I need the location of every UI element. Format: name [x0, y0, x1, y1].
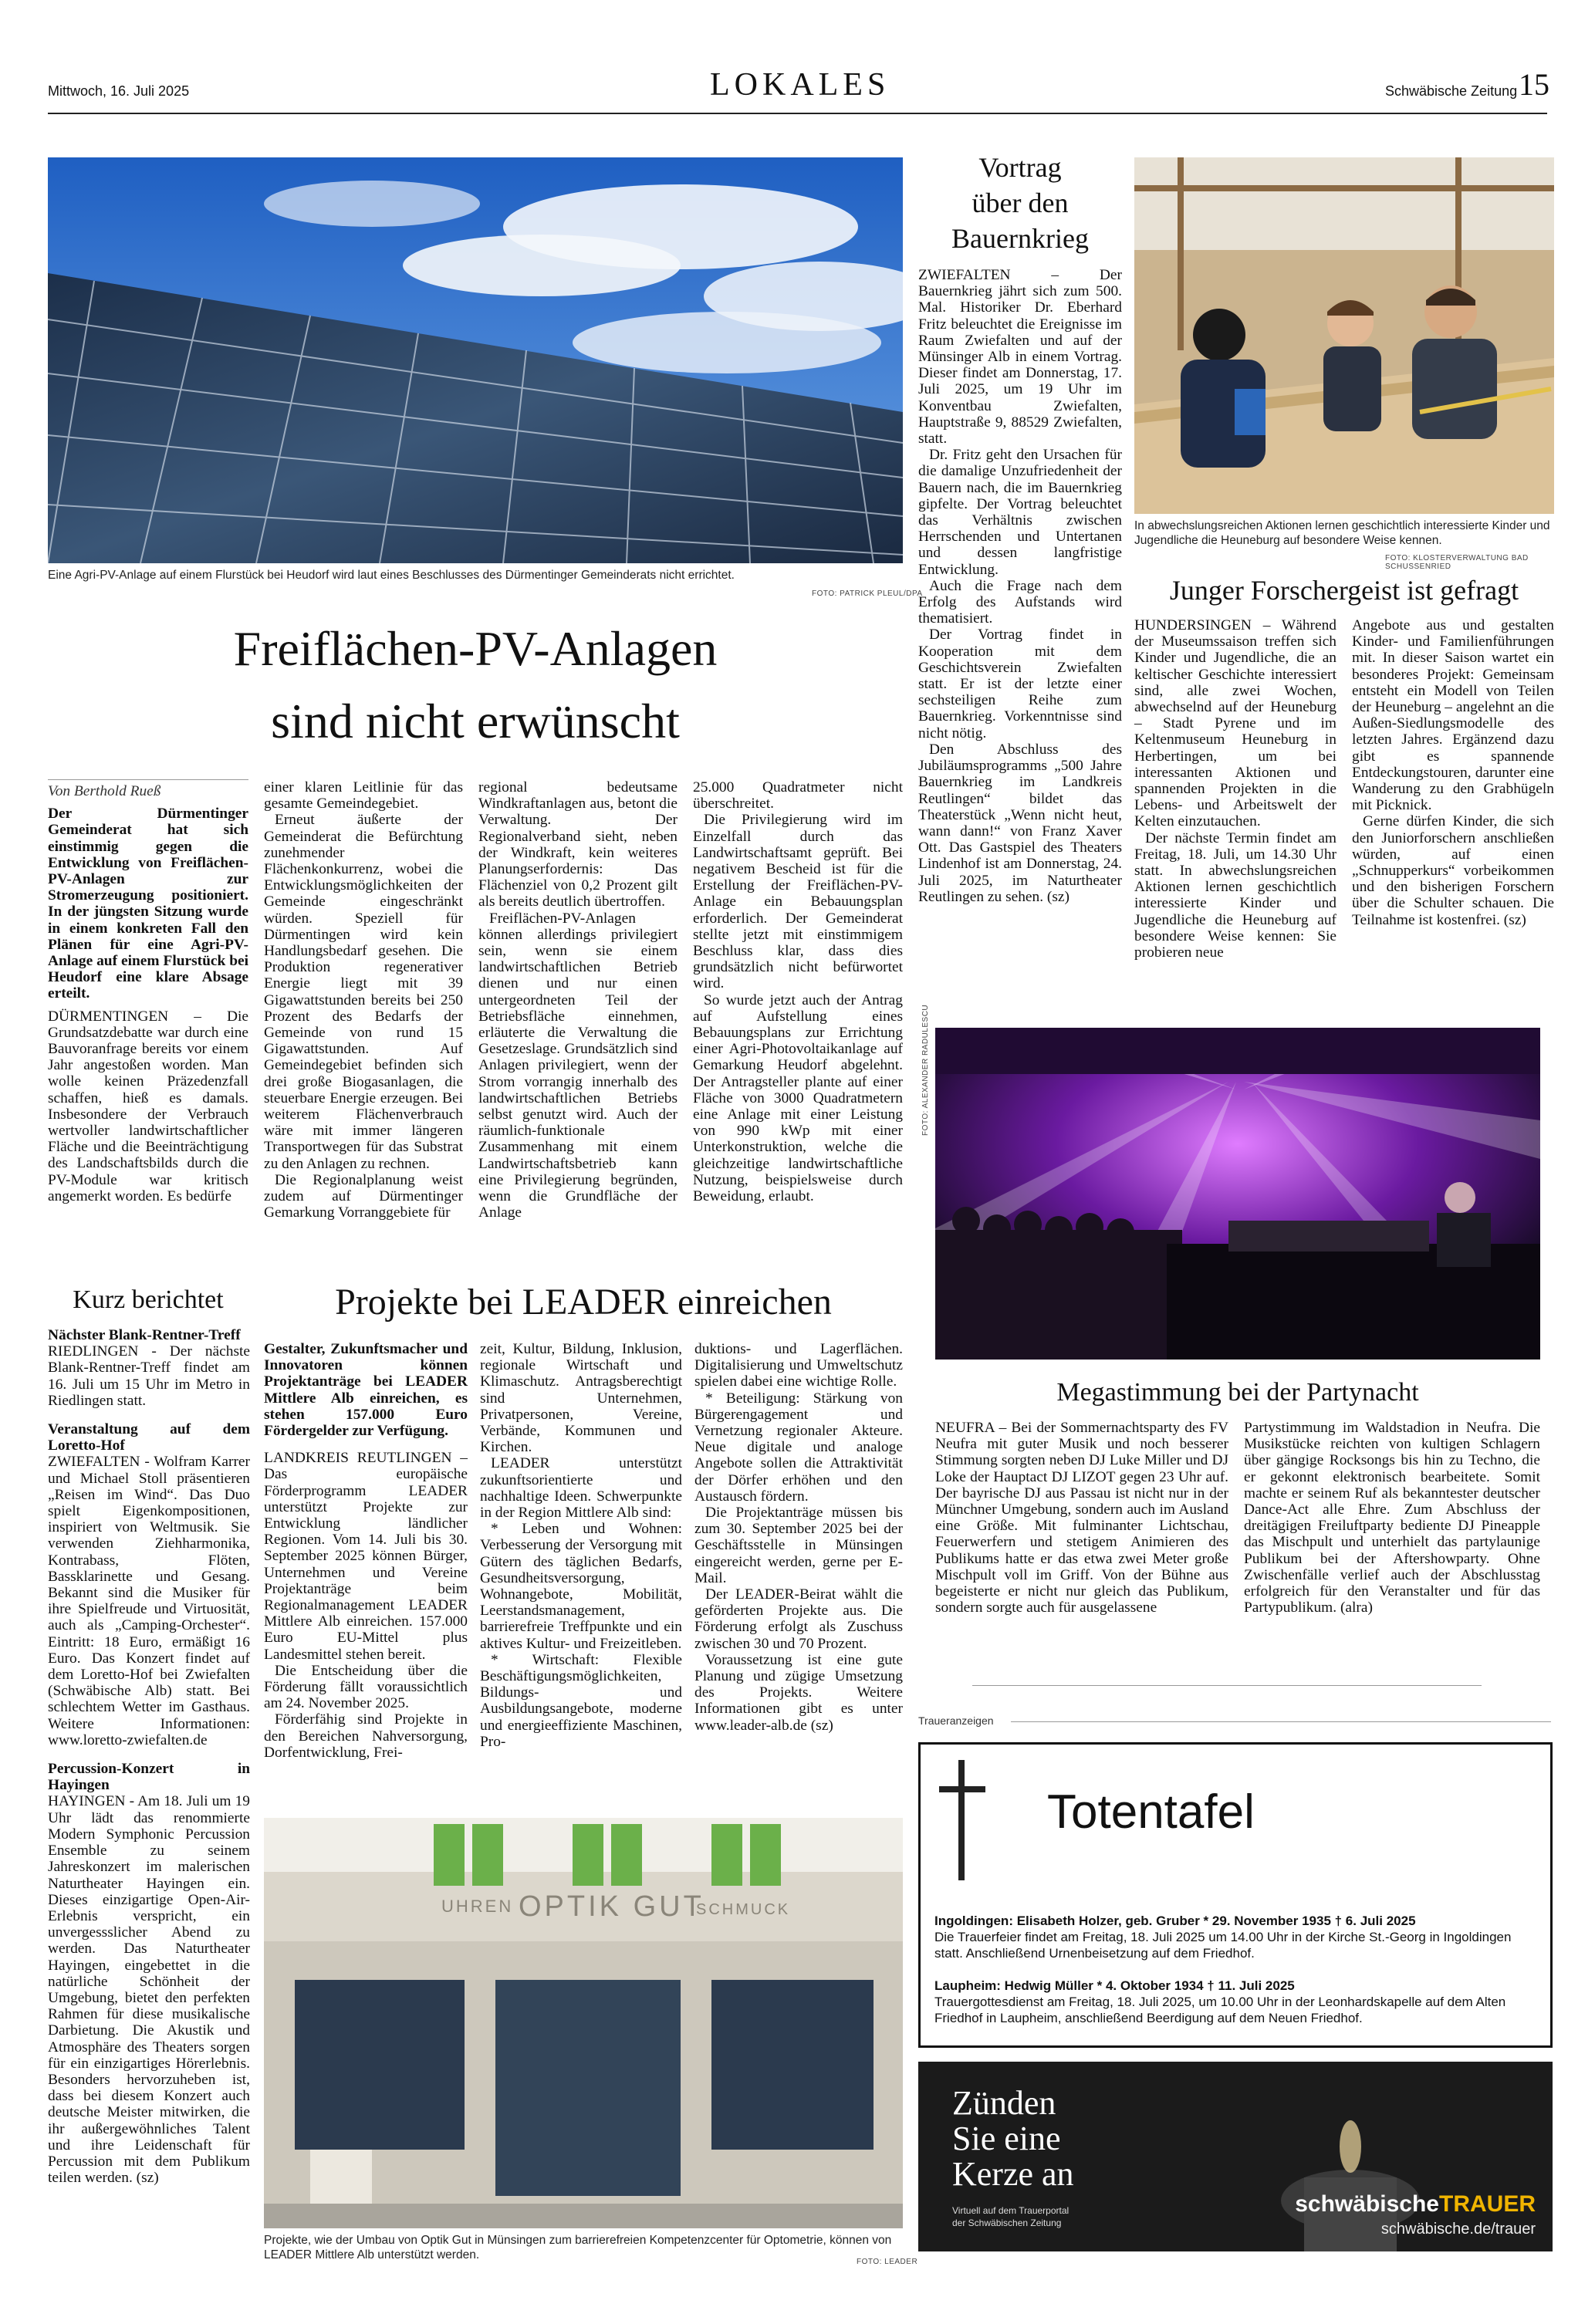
- vortrag-headline-2: über den: [972, 187, 1069, 218]
- leader-lead: Gestalter, Zukunftsmacher und Innovatoren können Projektanträge bei LEADER Mittlere Alb einreichen, es stehen 157.000 Euro Fördergelder zur Verfügung.: [264, 1341, 468, 1440]
- forscher-photo: [1134, 157, 1554, 514]
- pv-col3-para: regional bedeutsame Windkraftanlagen aus, betont die Verwaltung. Der Regionalverband sieht, neben der Windkraft, kein weiteres Planungserfordernis: Das Flächenziel von 0,2 Prozent gilt als bereits deutlich übertroffen.: [478, 779, 678, 910]
- vortrag-headline-1: Vortrag: [978, 152, 1062, 183]
- ad-small-1: Virtuell auf dem Trauerportal: [952, 2205, 1070, 2216]
- trauer-entry-name: Ingoldingen: Elisabeth Holzer, geb. Gruber * 29. November 1935 † 6. Juli 2025: [934, 1914, 1416, 1928]
- vortrag-headline-3: Bauernkrieg: [951, 223, 1089, 254]
- party-credit-text: FOTO: ALEXANDER RADULESCU: [921, 1004, 930, 1136]
- pv-col2-para: Erneut äußerte der Gemeinderat die Befürchtung zunehmender Flächenkonkurrenz, wobei die Entwicklungsmöglichkeiten der Gemeinde eingeschränkt würden. Speziell für Dürmentingen wird kein Handlungsbedarf gesehen. Die Produktion regenerativer Energie liegt mit 39 Gigawattstunden bereits bei 250 Prozent des Bedarfs der Gemeinde von rund 15 Gigawattstunden. Auf Gemeindegebiet befinden sich drei große Biogasanlagen, die steuerbare Energie erzeugen. Bei weiterem Flächenverbrauch wäre mit immer längeren Transportwegen für das Substrat zu den Anlagen zu rechnen.: [264, 812, 463, 1172]
- trauer-entry-name: Laupheim: Hedwig Müller * 4. Oktober 1934 † 11. Juli 2025: [934, 1978, 1295, 1993]
- leader-para: * Wirtschaft: Flexible Beschäftigungsmöglichkeiten, Bildungs- und Ausbildungsangebote, moderne und energieeffiziente Maschinen, Pro-: [480, 1651, 682, 1750]
- page-number: 15: [1519, 67, 1549, 102]
- leader-para: LEADER unterstützt zukunftsorientierte und nachhaltige Ideen. Schwerpunkte in der Region Mittlere Alb sind:: [480, 1455, 682, 1522]
- pv-col-4: [693, 779, 903, 1204]
- ad-small-2: der Schwäbischen Zeitung: [952, 2218, 1062, 2228]
- paper-name: Schwäbische Zeitung: [1385, 83, 1518, 99]
- forscher-para: Gerne dürfen Kinder, die sich den Juniorforschern anschließen würden, auf einen „Schnupperkurs“ vorbeikommen und den bisherigen Forschern über die Schulter schauen. Die Teilnahme ist kostenfrei. (sz): [1352, 813, 1554, 928]
- pv-col4-para: 25.000 Quadratmeter nicht überschreitet.: [693, 779, 903, 812]
- leader-para: * Leben und Wohnen: Verbesserung der Versorgung mit Gütern des täglichen Bedarfs, Gesundheitsversorgung, Wohnangebote, Mobilität, Leerstandsmanagement, barrierefreie Treffpunkte und ein aktives Kultur- und Freizeitleben.: [480, 1521, 682, 1652]
- shop-sign-right: SCHMUCK: [696, 1901, 791, 1918]
- pv-col-3: [478, 779, 678, 1221]
- leader-photo-caption: Projekte, wie der Umbau von Optik Gut in Münsingen zum barrierefreien Kompetenzcenter für Optometrie, können von LEADER Mittlere Alb unterstützt werden.: [264, 2234, 892, 2262]
- kurz-item-text: HAYINGEN - Am 18. Juli um 19 Uhr lädt das renommierte Modern Symphonic Percussion Ensemble zu seinem Jahreskonzert im malerischen Naturtheater Hayingen ein. Dieses einzigartige Open-Air-Erlebnis verspricht, ein unvergessslicher Abend zu werden. Das Naturtheater Hayingen, eingebettet in die natürliche Schönheit der Umgebung, bietet den perfekten Rahmen für diese musikalische Darbietung. Die Akustik und Atmosphäre des Theaters sorgen für ein einzigartiges Hörerlebnis. Besonders hervorzuheben ist, dass bei diesem Konzert auch deutsche Meister mitwirken, die ihr außergewöhnliches Talent und ihre Leidenschaft für Percussion mit dem Publikum teilen werden. (sz): [48, 1793, 250, 2187]
- cross-icon: [939, 1760, 985, 1880]
- leader-para: Förderfähig sind Projekte in den Bereichen Nahversorgung, Dorfentwicklung, Frei-: [264, 1711, 468, 1761]
- forscher-photo-caption: In abwechslungsreichen Aktionen lernen geschichtlich interessierte Kinder und Jugendliche die Heuneburg auf besondere Weise kennen.: [1134, 519, 1550, 547]
- kurz-col: [48, 1327, 250, 2186]
- leader-photo-credit: FOTO: LEADER: [857, 2258, 918, 2266]
- pv-col2-para: einer klaren Leitlinie für das gesamte Gemeindegebiet.: [264, 779, 463, 812]
- leader-para: * Beteiligung: Stärkung von Bürgerengagement und Vernetzung regionaler Akteure. Neue digitale und analoge Angebote sollen die Attraktivität der Dörfer erhöhen und den Austausch fördern.: [694, 1390, 903, 1505]
- vortrag-para: Den Abschluss des Jubiläumsprogramms „500 Jahre Bauernkrieg im Landkreis Reutlingen“ bildet das Theaterstück „Wenn nicht heut, wann dann!“ von Franz Xaver Ott. Das Gastspiel des Theaters Lindenhof ist am Donnerstag, 24. Juli 2025, im Naturtheater Reutlingen zu sehen. (sz): [918, 741, 1122, 905]
- kurz-item-text: RIEDLINGEN - Der nächste Blank-Rentner-Treff findet am 16. Juli um 15 Uhr im Metro in Riedlingen statt.: [48, 1343, 250, 1409]
- vortrag-para: Der Vortrag findet in Kooperation mit dem Geschichtsverein Zwiefalten statt. Er ist der letzte einer sechsteiligen Reihe zum Bauernkrieg. Vorkenntnisse sind nicht nötig.: [918, 627, 1122, 741]
- forscher-para: Der nächste Termin findet am Freitag, 18. Juli, um 14.30 Uhr statt. In abwechslungsreichen Aktionen lernen geschichtlich interessierte Kinder und Jugendliche die Heuneburg auf besondere Weise kennen: Sie probieren neue: [1134, 829, 1336, 961]
- pv-photo-credit: FOTO: PATRICK PLEUL/DPA: [812, 589, 923, 598]
- vortrag-para: ZWIEFALTEN – Der Bauernkrieg jährt sich zum 500. Mal. Historiker Dr. Eberhard Fritz beleuchtet die Ereignisse im Raum Zwiefalten und auf der Münsinger Alb in einem Vortrag. Dieser findet am Donnerstag, 17. Juli 2025, um 19 Uhr im Konventbau Zwiefalten, Hauptstraße 9, 88529 Zwiefalten, statt.: [918, 267, 1122, 448]
- leader-col-3: [694, 1341, 903, 1734]
- pv-col4-para: So wurde jetzt auch der Antrag auf Aufstellung eines Bebauungsplans zur Errichtung einer Agri-Photovoltaikanlage auf Gemarkung Heudorf abgelehnt. Der Antragsteller plante auf einer Fläche von 3000 Quadratmetern eine Anlage mit einer Leistung von 990 kWp mit einer Unterkonstruktion, welche die gleichzeitige landwirtschaftliche Nutzung, beispielsweise durch Beweidung, erlaubt.: [693, 991, 903, 1205]
- trauer-entry-text: Die Trauerfeier findet am Freitag, 18. Juli 2025 um 14.00 Uhr in der Kirche St.-Georg in Ingoldingen statt. Anschließend Urnenbeisetzung auf dem Friedhof.: [934, 1930, 1512, 1961]
- party-headline: Megastimmung bei der Partynacht: [1056, 1378, 1419, 1407]
- pv-photo-caption: Eine Agri-PV-Anlage auf einem Flurstück bei Heudorf wird laut eines Beschlusses des Dürmentinger Gemeinderats nicht errichtet.: [48, 569, 735, 582]
- leader-headline: Projekte bei LEADER einreichen: [335, 1282, 832, 1322]
- leader-para: LANDKREIS REUTLINGEN – Das europäische Förderprogramm LEADER unterstützt Projekte zur Entwicklung ländlicher Regionen. Vom 14. Juli bis 30. September 2025 können Bürger, Unternehmen und Vereine Projektanträge beim Regionalmanagement LEADER Mittlere Alb einreichen. 157.000 Euro EU-Mittel plus Landesmittel stehen bereit.: [264, 1450, 468, 1663]
- ad-brand-a: schwäbische: [1295, 2191, 1439, 2217]
- party-photo-credit: [921, 1005, 930, 1136]
- ad-url[interactable]: schwäbische.de/trauer: [1380, 2221, 1536, 2238]
- forscher-col-2: [1352, 617, 1554, 928]
- section-title: LOKALES: [710, 67, 890, 103]
- kurz-item-text: ZWIEFALTEN - Wolfram Karrer und Michael Stoll präsentieren „Reisen im Wind“. Das Duo spielt Eigenkompositionen, inspiriert von Weltmusik. Sie verwenden Ziehharmonika, Kontrabass, Flöten, Bassklarinette und Gesang. Bekannt sind die Musiker für ihre Spielfreude und Virtuosität, auch als „Camping-Orchester“. Eintritt: 18 Euro, ermäßigt 16 Euro. Das Konzert findet auf dem Loretto-Hof bei Zwiefalten (Schwäbische Alb) statt. Bei schlechtem Wetter im Gasthaus. Weitere Informationen: www.loretto-zwiefalten.de: [48, 1454, 250, 1748]
- kurz-item-title: Veranstaltung auf dem Loretto-Hof: [48, 1421, 250, 1454]
- forscher-headline: Junger Forschergeist ist gefragt: [1169, 575, 1519, 606]
- pv-headline-1: Freiflächen-PV-Anlagen: [233, 621, 718, 676]
- trauer-rule: [972, 1685, 1482, 1686]
- pv-col1-text: DÜRMENTINGEN – Die Grundsatzdebatte war durch eine Bauvoranfrage bereits vor einem Jahr angestoßen worden. Man wolle keinen Präzedenzfall schaffen, hieß es damals. Insbesondere der Verbrauch wertvoller landwirtschaftlicher Fläche und die Beeinträchtigung des Landschaftsbilds durch die PV-Module war kritisch angemerkt worden. Es bedürfe: [48, 1008, 248, 1204]
- header-date: Mittwoch, 16. Juli 2025: [48, 83, 190, 99]
- vortrag-para: Dr. Fritz geht den Ursachen für die damalige Unzufriedenheit der Bauern nach, die im Bauernkrieg gipfelte. Der Vortrag beleuchtet das Verhältnis zwischen Herrschenden und Untertanen und dessen langfristige Entwicklung.: [918, 447, 1122, 578]
- leader-photo: [264, 1818, 903, 2228]
- totentafel-box: [918, 1742, 1553, 2048]
- leader-para: Der LEADER-Beirat wählt die geförderten Projekte aus. Die Förderung erfolgt als Zuschuss zwischen 30 und 70 Prozent.: [694, 1586, 903, 1652]
- forscher-para: Angebote aus und gestalten Kinder- und Familienführungen mit. In dieser Saison wartet ein besonderes Projekt: Gemeinsam entsteht ein Modell von Teilen der Heuneburg – angelehnt an die Außen-Siedlungsmodelle des letzten Jahres. Ergänzend dazu gibt es spannende Entdeckungstouren, darunter eine Wanderung zu den Grabhügeln mit Picknick.: [1352, 617, 1554, 814]
- trauer-entry-1: [934, 1913, 1536, 1961]
- trauer-entry-text: Trauergottesdienst am Freitag, 18. Juli 2025, um 10.00 Uhr in der Leonhardskapelle auf dem Alten Friedhof in Laupheim, anschließend Beerdigung auf dem Neuen Friedhof.: [934, 1995, 1506, 2025]
- pv-col2-para: Die Regionalplanung weist zudem auf Dürmentinger Gemarkung Vorranggebiete für: [264, 1171, 463, 1221]
- party-para: NEUFRA – Bei der Sommernachtsparty des FV Neufra mit guter Musik und noch besserer Stimmung sorgten neben DJ Luke Miller und DJ Loke der Hauptact DJ LIZOT gegen 23 Uhr auf. Der bayrische DJ aus Passau ist nicht nur in der Münchner Umgebung, sondern auch im Ausland eine Größe. Mit fulminanter Lichtschau, Feuerwerfern und stetigem Animieren des Publikums hatte er das etwa zwei Meter große Mischpult voll im Griff. Von der Bühne aus begeisterte er nicht nur gleich das Publikum, sondern sorgte auch für ausgelassene: [935, 1420, 1228, 1616]
- vortrag-col: [918, 267, 1122, 905]
- leader-para: Voraussetzung ist eine gute Planung und zügige Umsetzung des Projekts. Weitere Informationen gibt es unter www.leader-alb.de (sz): [694, 1651, 903, 1734]
- kurz-title: Kurz berichtet: [73, 1285, 224, 1314]
- forscher-photo-credit: FOTO: KLOSTERVERWALTUNG BAD SCHUSSENRIED: [1385, 554, 1529, 571]
- totentafel-title: Totentafel: [1047, 1785, 1255, 1839]
- leader-para: Die Projektanträge müssen bis zum 30. September 2025 bei der Geschäftsstelle in Münsingen eingereicht werden, gerne per E-Mail.: [694, 1505, 903, 1586]
- party-para: Partystimmung im Waldstadion in Neufra. Die Musikstücke reichten von kultigen Schlagern über gängige Rocksongs bis hin zu Techno, die er gekonnt elektronisch bearbeitete. Somit machte er seinem Ruf als bekanntester deutscher Dance-Act alle Ehre. Zum Abschluss der dreitägigen Freiluftparty bediente DJ Pineapple das Mischpult und unterhielt das partylaunige Publikum bei der Aftershowparty. Ohne Zwischenfälle verlief auch der Abschlusstag erfolgreich für den Veranstalter und für das Partypublikum. (alra): [1244, 1420, 1540, 1616]
- forscher-col-1: [1134, 617, 1336, 961]
- leader-col-1: [264, 1341, 468, 1761]
- party-col-1: [935, 1420, 1228, 1616]
- pv-col3-para: Freiflächen-PV-Anlagen können allerdings privilegiert sein, wenn sie einem landwirtschaftlichen Betrieb dienen und nur einen untergeordneten Teil der Betriebsfläche einnehmen, erläuterte die Verwaltung die Gesetzeslage. Grundsätzlich sind Anlagen privilegiert, wenn der Strom vorrangig innerhalb des landwirtschaftlichen Betriebs selbst genutzt wird. Auch der räumlich-funktionale Zusammenhang mit einem Landwirtschaftsbetrieb kann eine Privilegierung begründen, wenn die Grundfläche der Anlage: [478, 910, 678, 1221]
- shop-sign-left: UHREN: [441, 1897, 514, 1916]
- leader-para: Die Entscheidung über die Förderung fällt voraussichtlich am 24. November 2025.: [264, 1662, 468, 1712]
- leader-para: duktions- und Lagerflächen. Digitalisierung und Umweltschutz spielen dabei eine wichtige Rolle.: [694, 1341, 903, 1390]
- header-rule: [48, 113, 1547, 114]
- pv-byline: Von Berthold Rueß: [48, 779, 248, 799]
- party-photo: [935, 1028, 1540, 1360]
- kurz-item-title: Percussion-Konzert in Hayingen: [48, 1761, 250, 1794]
- leader-col-2: [480, 1341, 682, 1750]
- vortrag-para: Auch die Frage nach dem Erfolg des Aufstands wird thematisiert.: [918, 577, 1122, 627]
- shop-sign: OPTIK GUT: [519, 1890, 705, 1923]
- trauer-label: Traueranzeigen: [918, 1714, 994, 1727]
- trauer-ad[interactable]: [918, 2062, 1553, 2251]
- ad-line-2: Sie eine: [952, 2120, 1061, 2157]
- pv-col-1: [48, 779, 248, 1204]
- trauer-label-rule: [1011, 1721, 1551, 1722]
- party-col-2: [1244, 1420, 1540, 1616]
- leader-para: zeit, Kultur, Bildung, Inklusion, regionale Wirtschaft und Klimaschutz. Antragsberechtigt sind Unternehmen, Privatpersonen, Vereine, Verbände, Kommunen und Kirchen.: [480, 1341, 682, 1456]
- ad-brand-b: TRAUER: [1439, 2191, 1536, 2217]
- pv-col4-para: Die Privilegierung wird im Einzelfall durch das Landwirtschaftsamt geprüft. Bei negativem Bescheid ist für die Erstellung der Freiflächen-PV-Anlage ein Bebauungsplan erforderlich. Der Gemeinderat stellte jetzt mit einstimmigem Beschluss klar, dass dies grundsätzlich nicht befürwortet wird.: [693, 812, 903, 992]
- trauer-entry-2: [934, 1978, 1536, 2026]
- ad-brand: [1227, 2191, 1536, 2218]
- pv-photo: [48, 157, 903, 563]
- ad-line-3: Kerze an: [952, 2155, 1074, 2193]
- pv-headline-2: sind nicht erwünscht: [271, 694, 680, 748]
- kurz-item-title: Nächster Blank-Rentner-Treff: [48, 1327, 241, 1343]
- ad-line-1: Zünden: [952, 2084, 1056, 2122]
- pv-col-2: [264, 779, 463, 1221]
- forscher-para: HUNDERSINGEN – Während der Museumssaison treffen sich Kinder und Jugendliche, die an keltischer Geschichte interessiert sind, alle zwei Wochen, abwechselnd auf der Heuneburg – Stadt Pyrene und im Keltenmuseum Heuneburg in Herbertingen, um bei interessanten Aktionen und spannenden Projekten in die Lebens- und Arbeitswelt der Kelten einzutauchen.: [1134, 617, 1336, 830]
- pv-lead: Der Dürmentinger Gemeinderat hat sich einstimmig gegen die Entwicklung von Freiflächen-PV-Anlagen zur Stromerzeugung positioniert. In der jüngsten Sitzung wurde in einem konkreten Fall den Plänen für eine Agri-PV-Anlage auf einem Flurstück bei Heudorf eine klare Absage erteilt.: [48, 806, 248, 1002]
